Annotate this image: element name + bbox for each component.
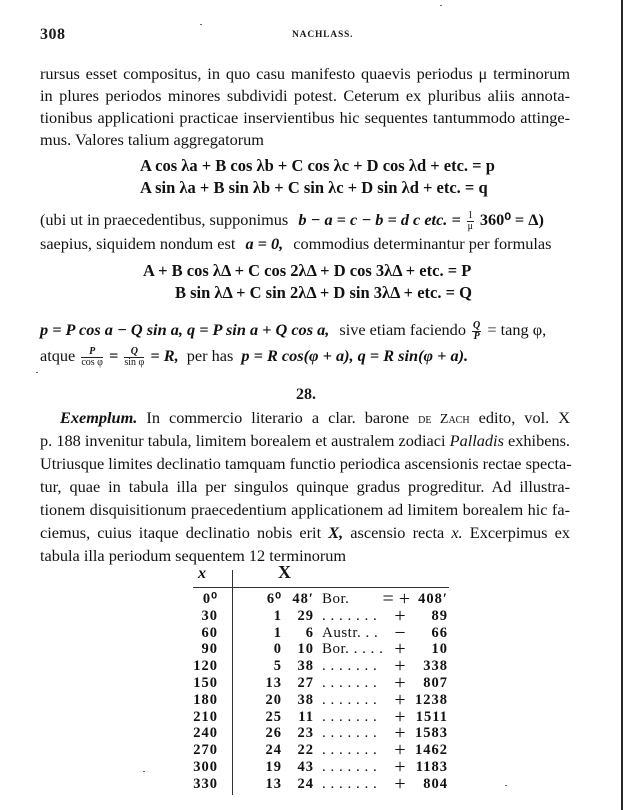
fraction — [81, 347, 103, 368]
cell-degrees: 6⁰ — [266, 591, 282, 607]
print-speck — [440, 5, 442, 6]
cell-sign: + — [394, 756, 406, 778]
cell-x: 330 — [193, 775, 218, 792]
cell-degrees: 1 — [273, 607, 282, 624]
math-span: = tang φ, — [487, 320, 547, 339]
math-span: p = P cos a − Q sin a, q = P sin a + Q cos a, — [40, 320, 330, 339]
text-line — [40, 234, 570, 254]
cell-degrees: 26 — [265, 725, 282, 742]
math-span: x. — [451, 523, 463, 542]
cell-degrees: 13 — [265, 775, 282, 792]
text-line: rursus esset compositus, in quo casu manifesto quaevis periodus μ terminorum — [40, 64, 570, 83]
cell-x: 120 — [193, 658, 218, 675]
cell-x: 60 — [201, 624, 218, 641]
cell-minutes: 10 — [297, 641, 314, 658]
cell-value: 66 — [431, 624, 448, 641]
cell-sign: + — [394, 688, 406, 711]
cell-minutes: 22 — [297, 742, 314, 759]
cell-label: Austr. . . — [322, 624, 379, 641]
fraction-denominator: sin φ — [124, 356, 145, 368]
table-row — [170, 604, 470, 627]
cell-minutes: 23 — [297, 725, 314, 742]
math-span: = R, — [150, 346, 179, 365]
cell-label: . . . . . . . — [322, 775, 378, 792]
column-header-X: X — [278, 562, 291, 582]
table-row — [170, 638, 470, 661]
cell-label: . . . . . . . — [322, 658, 378, 675]
cell-sign: + — [394, 655, 406, 678]
cell-label: . . . . . . . — [322, 691, 378, 708]
cell-x: 240 — [193, 725, 218, 742]
text-line — [40, 346, 610, 368]
text-span: saepius, siquidem nondum est — [40, 234, 236, 253]
cell-minutes: 6 — [305, 624, 314, 641]
fraction-denominator: P — [473, 330, 480, 342]
fraction-numerator: P — [81, 347, 103, 358]
text-span: atque — [40, 346, 76, 365]
cell-value: 1462 — [415, 742, 448, 759]
text-line: Utriusque limites declinatio tamquam functio periodica ascensionis rectae specta- — [40, 454, 572, 473]
cell-degrees: 5 — [273, 658, 282, 675]
print-speck — [143, 771, 145, 772]
table-row — [170, 688, 470, 711]
math-span: 360⁰ = Δ) — [479, 210, 544, 229]
cell-degrees: 20 — [265, 691, 282, 708]
fraction-numerator: Q — [124, 347, 144, 358]
fraction — [472, 321, 481, 342]
author-name: de Zach — [418, 412, 470, 427]
cell-label: Bor. — [322, 591, 350, 607]
cell-x: 0⁰ — [202, 591, 218, 607]
print-speck — [36, 372, 38, 373]
cell-degrees: 25 — [265, 708, 282, 725]
text-line: tionibus applicationi practicae inservientibus hic sequentes tantummodo attinge- — [40, 108, 570, 127]
text-line: in plures periodos minores subdividi potest. Ceterum ex pluribus aliis annota- — [40, 86, 570, 105]
math-span: b − a = c − b = d c etc. = — [298, 210, 461, 229]
running-title: NACHLASS. — [292, 30, 354, 40]
cell-value: 1511 — [415, 708, 448, 725]
text-line — [60, 408, 570, 428]
cell-value: 804 — [423, 775, 448, 792]
text-line — [40, 523, 570, 543]
cell-value: 1183 — [415, 759, 448, 775]
cell-degrees: 0 — [273, 641, 282, 658]
cell-value: 408′ — [418, 591, 448, 607]
cell-x: 210 — [193, 708, 218, 725]
text-span: (ubi ut in praecedentibus, supponimus — [40, 210, 289, 229]
cell-x: 150 — [193, 675, 218, 691]
cell-sign: + — [394, 604, 406, 627]
page-number: 308 — [40, 26, 66, 43]
text-span: ascensio recta — [350, 523, 445, 542]
italic-span: Palladis — [449, 431, 504, 450]
cell-label: . . . . . . . — [322, 725, 378, 742]
text-line: mus. Valores talium aggregatorum — [40, 130, 264, 149]
cell-minutes: 48′ — [292, 591, 314, 607]
cell-value: 10 — [431, 641, 448, 658]
math-span: a = 0, — [245, 234, 284, 253]
cell-sign: + — [394, 772, 406, 795]
cell-label: . . . . . . . — [322, 742, 378, 759]
table-row — [170, 772, 470, 795]
cell-label: . . . . . . . — [322, 675, 378, 691]
fraction-denominator: cos φ — [81, 356, 103, 368]
text-span: p. 188 invenitur tabula, limitem borealem et australem zodiaci — [40, 431, 446, 450]
math-span: p = R cos(φ + a), q = R sin(φ + a). — [241, 346, 469, 365]
math-span: X, — [328, 523, 344, 542]
text-span: commodius determinantur per formulas — [293, 234, 552, 253]
cell-degrees: 24 — [265, 742, 282, 759]
table-row — [170, 756, 470, 778]
table-row — [170, 672, 470, 694]
column-header-x: x — [198, 565, 206, 582]
cell-minutes: 29 — [297, 607, 314, 624]
page-edge-border — [621, 0, 623, 810]
cell-value: 338 — [423, 658, 448, 675]
text-line: tionem disquisitionum praecedentium applicationem ad limitem borealem hic fa- — [40, 500, 570, 519]
cell-minutes: 11 — [298, 708, 314, 725]
cell-sign: + — [394, 739, 406, 762]
formula-line: A sin λa + B sin λb + C sin λc + D sin λd + etc. = q — [140, 178, 488, 197]
cell-sign: = + — [382, 588, 410, 610]
cell-label: . . . . . . . — [322, 759, 378, 775]
fraction — [467, 211, 474, 232]
table-row — [170, 621, 470, 644]
cell-label: Bor. . . . . — [322, 641, 384, 658]
text-line — [40, 431, 570, 451]
cell-sign: + — [394, 722, 406, 745]
formula-line: A + B cos λΔ + C cos 2λΔ + D cos 3λΔ + etc. = P — [143, 261, 472, 280]
fraction-numerator: Q — [473, 319, 481, 331]
cell-sign: + — [394, 672, 406, 694]
text-line — [40, 210, 570, 232]
table-row — [170, 739, 470, 762]
cell-value: 1583 — [415, 725, 448, 742]
cell-degrees: 1 — [273, 624, 282, 641]
text-span: per has — [186, 346, 234, 365]
print-speck — [200, 24, 202, 25]
cell-x: 270 — [193, 742, 218, 759]
cell-minutes: 38 — [297, 691, 314, 708]
text-span: In commercio literario a clar. barone — [146, 408, 410, 427]
table-row — [170, 722, 470, 745]
cell-label: . . . . . . . — [322, 708, 378, 725]
text-line: tabula illa periodum sequentem 12 terminorum — [40, 546, 347, 565]
section-number: 28. — [296, 386, 316, 403]
math-span: = — [109, 346, 119, 365]
cell-minutes: 24 — [297, 775, 314, 792]
cell-sign: + — [394, 638, 406, 661]
cell-label: . . . . . . . — [322, 607, 378, 624]
text-span: sive etiam faciendo — [339, 320, 466, 339]
cell-sign: − — [394, 621, 406, 644]
table-row — [170, 705, 470, 728]
table-row — [170, 655, 470, 678]
text-line: tur, quae in tabula illa per singulos quinque gradus progreditur. Ad illustra- — [40, 477, 570, 496]
print-speck — [505, 785, 507, 786]
cell-x: 90 — [201, 641, 218, 658]
text-span: Excerpimus ex — [469, 523, 571, 542]
text-span: edito, vol. X — [478, 408, 570, 427]
cell-degrees: 19 — [265, 759, 282, 775]
formula-line: B sin λΔ + C sin 2λΔ + D sin 3λΔ + etc. = Q — [175, 283, 472, 302]
cell-degrees: 13 — [265, 675, 282, 691]
cell-value: 807 — [423, 675, 448, 691]
cell-value: 89 — [431, 607, 448, 624]
cell-minutes: 27 — [297, 675, 314, 691]
table-row — [170, 588, 470, 610]
cell-sign: + — [394, 705, 406, 728]
exemplum-label: Exemplum. — [60, 408, 138, 427]
text-span: exhibens. — [508, 431, 570, 450]
cell-x: 180 — [193, 691, 218, 708]
cell-minutes: 38 — [297, 658, 314, 675]
fraction — [124, 347, 144, 368]
fraction-denominator: μ — [467, 220, 473, 232]
formula-line: A cos λa + B cos λb + C cos λc + D cos λd + etc. = p — [140, 156, 495, 175]
text-line — [40, 320, 610, 342]
cell-value: 1238 — [415, 691, 448, 708]
cell-minutes: 43 — [297, 759, 314, 775]
text-span: ciemus, cuius itaque declinatio nobis erit — [40, 523, 322, 542]
fraction-numerator: 1 — [467, 209, 473, 221]
cell-x: 300 — [193, 759, 218, 775]
cell-x: 30 — [201, 607, 218, 624]
